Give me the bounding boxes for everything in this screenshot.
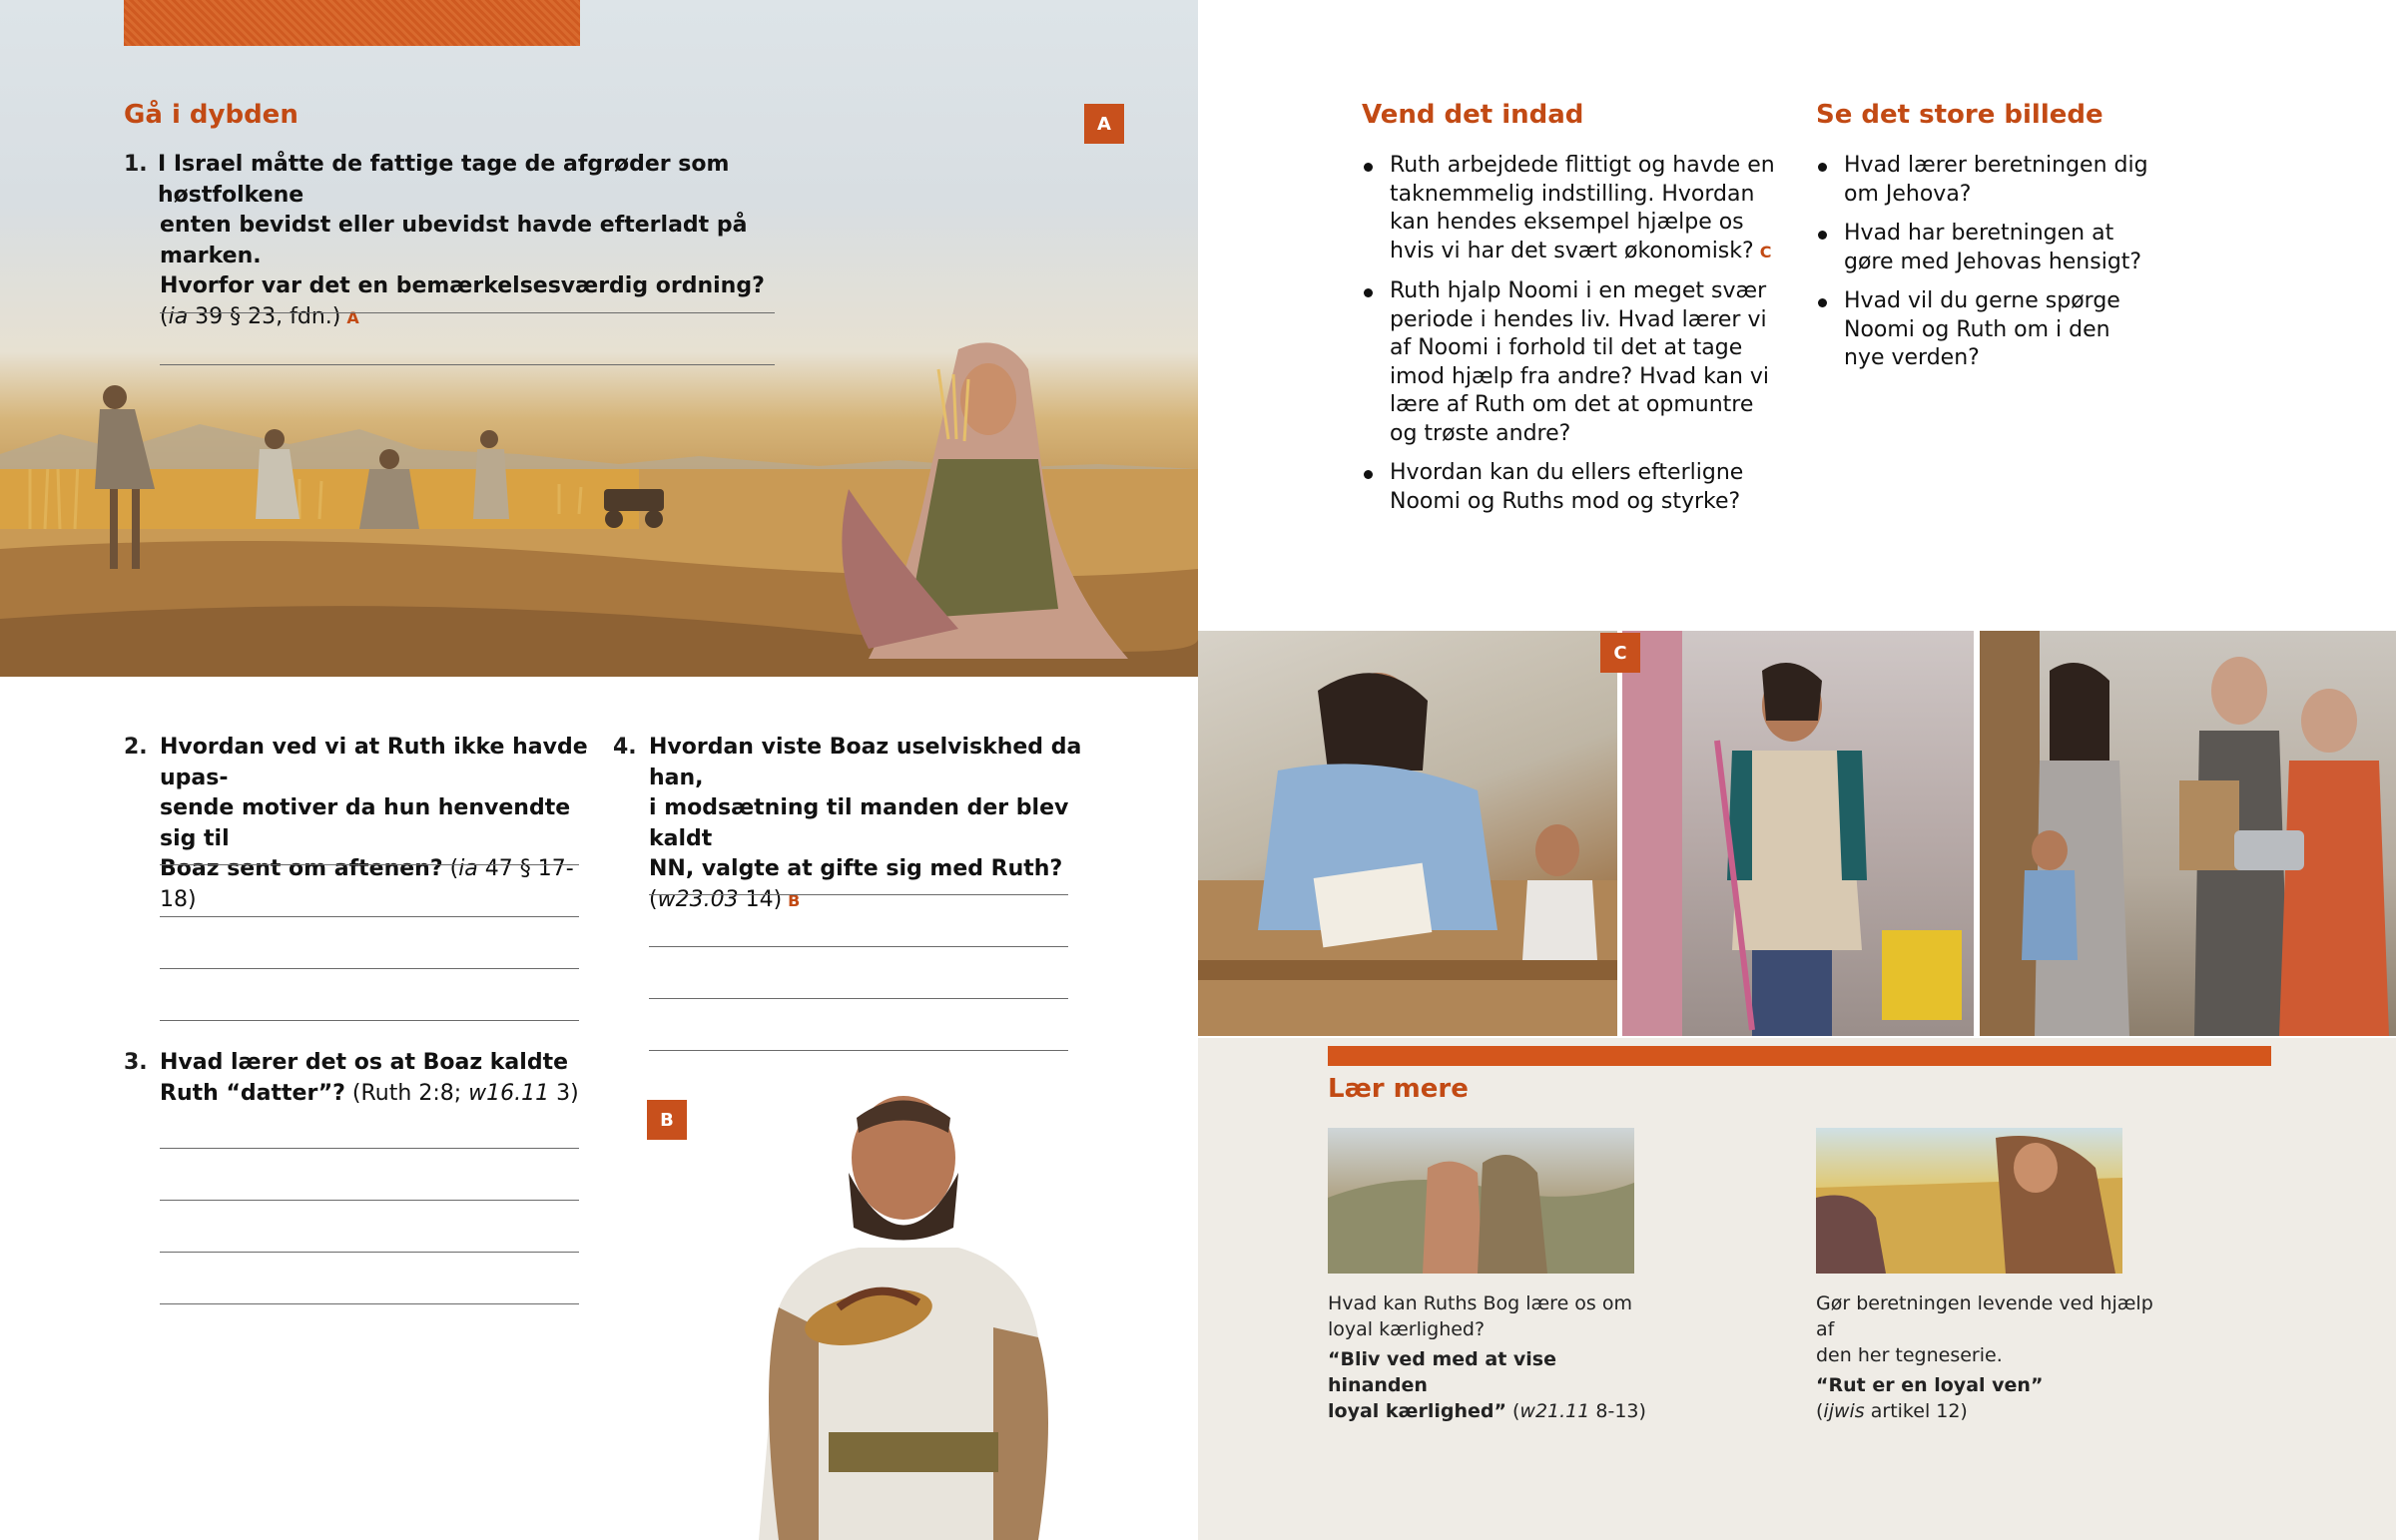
question-3 [160, 1048, 599, 1109]
reapers [60, 379, 679, 589]
question-4-line: i modsætning til manden der blev kaldt [649, 795, 1069, 851]
question-2-line: sende motiver da hun henvendte sig til [160, 795, 571, 851]
big-picture-item: Hvad vil du gerne spørge Noomi og Ruth om i den nye verden? [1816, 287, 2155, 373]
question-2-line: Boaz sent om aftenen? [160, 856, 443, 881]
card-description-line: Hvad kan Ruths Bog lære os om [1328, 1292, 1633, 1314]
photo-woman-bills-art [1198, 631, 1617, 1036]
learn-more-card-2-text [1816, 1290, 2155, 1424]
ref-publication: w23.03 [657, 886, 739, 912]
card-description-line: den her tegneserie. [1816, 1344, 2003, 1366]
ref-publication: ijwis [1823, 1400, 1865, 1422]
question-1-line: Hvorfor var det en bemærkelsesværdig ordning? [160, 273, 765, 298]
image-reference-letter: A [346, 307, 359, 327]
ref-publication: ia [458, 856, 478, 881]
big-picture-item: Hvad lærer beretningen dig om Jehova? [1816, 152, 2155, 209]
reflect-item-text: Ruth arbejdede flittigt og havde en taknemmelig indstilling. Hvordan kan hendes eksempel hjælpe os hvis vi har det svært økonomisk? [1390, 153, 1775, 263]
answer-line[interactable] [649, 1050, 1068, 1051]
learn-more-card-2-thumbnail[interactable] [1816, 1128, 2122, 1274]
question-3-line: Ruth “datter”? [160, 1080, 345, 1106]
answer-line[interactable] [649, 894, 1068, 895]
question-3-line: Hvad lærer det os at Boaz kaldte [160, 1050, 569, 1075]
question-1 [158, 150, 797, 333]
fabric-texture-strip [124, 0, 580, 46]
section-heading-go-deeper: Gå i dybden [124, 100, 299, 130]
answer-line[interactable] [160, 864, 579, 865]
question-2-line: Hvordan ved vi at Ruth ikke havde upas- [160, 735, 588, 790]
boaz-illustration [739, 1078, 1068, 1540]
reflect-item [1362, 152, 1781, 266]
image-badge-a: A [1084, 104, 1124, 144]
reflect-item [1362, 459, 1781, 516]
image-reference-letter: C [1759, 242, 1772, 261]
image-badge-c: C [1600, 633, 1640, 673]
section-heading-learn-more: Lær mere [1328, 1074, 1469, 1104]
question-2 [160, 733, 599, 915]
answer-line[interactable] [160, 916, 579, 917]
card-description-line: Gør beretningen levende ved hjælp af [1816, 1292, 2153, 1340]
question-3-number: 3. [124, 1050, 148, 1075]
reflect-list [1362, 152, 1781, 527]
question-3-reference [345, 1081, 579, 1106]
learn-more-accent-bar [1328, 1046, 2271, 1066]
answer-line[interactable] [160, 1303, 579, 1304]
answer-line[interactable] [160, 1020, 579, 1021]
reflect-item-text: Ruth hjalp Noomi i en meget svær periode i hendes liv. Hvad lærer vi af Noomi i forhold til det at tage imod hjælp fra andre? Hvad kan vi lære af Ruth om det at opmuntre og trøste andre? [1390, 278, 1770, 446]
question-1-line: enten bevidst eller ubevidst havde efterladt på marken. [160, 213, 748, 268]
learn-more-card-1-thumbnail[interactable] [1328, 1128, 1634, 1274]
answer-line[interactable] [160, 1252, 579, 1253]
big-picture-item: Hvad har beretningen at gøre med Jehovas hensigt? [1816, 220, 2155, 276]
question-1-line: I Israel måtte de fattige tage de afgrøder som høstfolkene [158, 152, 730, 208]
answer-line[interactable] [160, 968, 579, 969]
ref-open: ( [160, 303, 169, 329]
photo-neighbors-visit-art [1980, 631, 2396, 1036]
ref-open: ( [442, 856, 459, 881]
ref-rest: 39 § 23, fdn.) [188, 303, 341, 329]
answer-line[interactable] [649, 946, 1068, 947]
ref-rest: 14) [738, 886, 783, 912]
answer-line[interactable] [160, 312, 775, 313]
reflect-item-text: Hvordan kan du ellers efterligne Noomi og Ruths mod og styrke? [1390, 460, 1744, 514]
section-heading-reflect: Vend det indad [1362, 100, 1584, 130]
reflect-item [1362, 277, 1781, 448]
ref-publication: w21.11 [1519, 1400, 1590, 1422]
question-4-line: Hvordan viste Boaz uselviskhed da han, [649, 735, 1082, 790]
ruth-figure [829, 329, 1148, 677]
ref-publication: w16.11 [468, 1080, 550, 1106]
card-title-link[interactable]: “Rut er en loyal ven” [1816, 1374, 2044, 1396]
answer-line[interactable] [649, 998, 1068, 999]
answer-line[interactable] [160, 1148, 579, 1149]
question-4-number: 4. [613, 735, 637, 760]
comic-art [1816, 1128, 2122, 1274]
learn-more-section [1198, 1038, 2396, 1540]
ref-rest: artikel 12) [1864, 1400, 1968, 1422]
card-title-link[interactable]: “Bliv ved med at vise hinanden [1328, 1348, 1556, 1396]
ref-open: ( [1816, 1400, 1824, 1422]
answer-line[interactable] [160, 1200, 579, 1201]
ref-open: ( [1505, 1400, 1520, 1422]
question-1-number: 1. [124, 152, 148, 177]
image-reference-letter: B [788, 890, 801, 910]
ref-rest: 8-13) [1589, 1400, 1646, 1422]
question-4-line: NN, valgte at gifte sig med Ruth? [649, 856, 1063, 881]
ref-open: (Ruth 2:8; [344, 1080, 469, 1106]
answer-line[interactable] [160, 364, 775, 365]
big-picture-list [1816, 152, 2155, 384]
card-description-line: loyal kærlighed? [1328, 1318, 1486, 1340]
question-4-reference [649, 885, 1088, 917]
photo-woman-cleaning-art [1622, 631, 1974, 1036]
question-1-reference [158, 302, 797, 334]
learn-more-card-1-text [1328, 1290, 1647, 1424]
two-women-art [1328, 1128, 1634, 1274]
card-title-link[interactable]: loyal kærlighed” [1328, 1400, 1506, 1422]
photo-woman-bills [1198, 631, 1617, 1036]
ref-publication: ia [168, 303, 189, 329]
question-4 [649, 733, 1088, 916]
image-badge-b: B [647, 1100, 687, 1140]
section-heading-big-picture: Se det store billede [1816, 100, 2103, 130]
photo-neighbors-visit [1980, 631, 2396, 1036]
ref-rest: 47 § 17-18) [160, 856, 574, 912]
ref-rest: 3) [549, 1080, 579, 1106]
photo-woman-cleaning [1622, 631, 1974, 1036]
ref-open: ( [649, 886, 658, 912]
question-2-number: 2. [124, 735, 148, 760]
